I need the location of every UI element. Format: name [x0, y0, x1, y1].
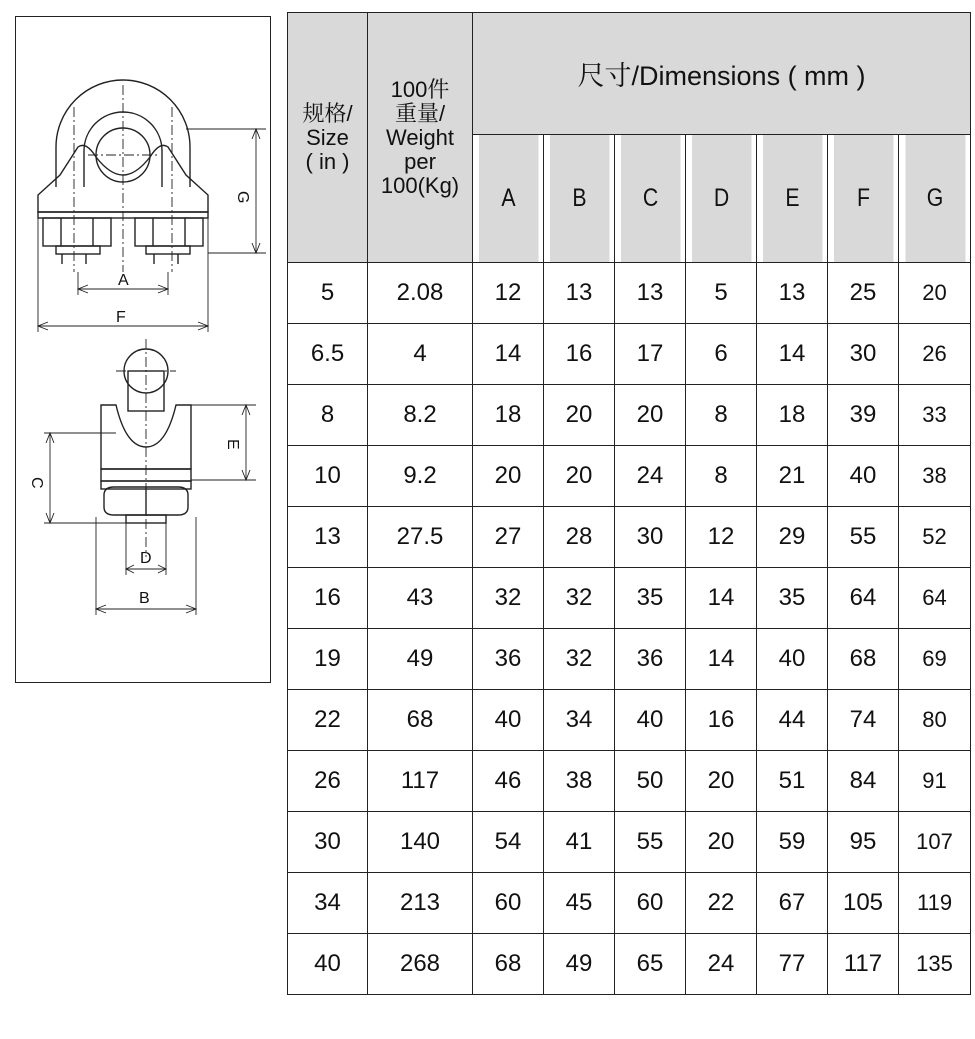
dim-cell-G: 20: [899, 263, 971, 324]
dim-label-B: B: [139, 590, 150, 607]
header-size-line: Size: [306, 124, 349, 150]
dim-cell-G: 80: [899, 690, 971, 751]
dim-cell-A: 68: [473, 934, 544, 995]
weight-cell: 49: [368, 629, 473, 690]
dim-cell-B: 34: [544, 690, 615, 751]
weight-cell: 2.08: [368, 263, 473, 324]
size-cell: 26: [288, 751, 368, 812]
dim-cell-F: 64: [828, 568, 899, 629]
dim-cell-E: 40: [757, 629, 828, 690]
dim-cell-D: 8: [686, 446, 757, 507]
weight-cell: 213: [368, 873, 473, 934]
size-cell: 34: [288, 873, 368, 934]
header-weight-line: 100件: [390, 76, 450, 102]
dim-cell-A: 12: [473, 263, 544, 324]
table-row: [288, 751, 971, 812]
dim-cell-E: 21: [757, 446, 828, 507]
header-size: [288, 13, 368, 263]
dim-cell-D: 20: [686, 812, 757, 873]
dim-cell-B: 16: [544, 324, 615, 385]
dim-cell-C: 40: [615, 690, 686, 751]
dim-cell-E: 29: [757, 507, 828, 568]
dim-cell-E: 35: [757, 568, 828, 629]
dim-cell-E: 44: [757, 690, 828, 751]
dim-cell-D: 20: [686, 751, 757, 812]
weight-cell: 27.5: [368, 507, 473, 568]
header-size-line: 规格/: [302, 100, 353, 126]
dim-cell-C: 36: [615, 629, 686, 690]
dim-cell-A: 14: [473, 324, 544, 385]
dim-cell-A: 40: [473, 690, 544, 751]
table-body: [288, 263, 971, 995]
dim-cell-G: 38: [899, 446, 971, 507]
dim-cell-A: 18: [473, 385, 544, 446]
header-weight-line: Weight: [385, 124, 455, 150]
dim-cell-B: 32: [544, 568, 615, 629]
size-cell: 16: [288, 568, 368, 629]
weight-cell: 8.2: [368, 385, 473, 446]
size-cell: 10: [288, 446, 368, 507]
dim-cell-C: 35: [615, 568, 686, 629]
wire-rope-clip-drawing: [16, 17, 272, 684]
header-weight-line: 重量/: [394, 100, 446, 126]
table-row: [288, 263, 971, 324]
header-dim-F: F: [833, 135, 893, 263]
size-cell: 22: [288, 690, 368, 751]
dim-cell-C: 24: [615, 446, 686, 507]
dim-label-C: C: [28, 477, 45, 489]
dim-cell-D: 12: [686, 507, 757, 568]
dim-cell-C: 60: [615, 873, 686, 934]
dim-cell-D: 14: [686, 629, 757, 690]
dim-cell-F: 40: [828, 446, 899, 507]
dim-cell-G: 33: [899, 385, 971, 446]
dim-cell-F: 30: [828, 324, 899, 385]
header-dim-C: C: [620, 135, 680, 263]
table-row: [288, 446, 971, 507]
dim-cell-F: 25: [828, 263, 899, 324]
dim-cell-E: 13: [757, 263, 828, 324]
dim-cell-B: 49: [544, 934, 615, 995]
dim-cell-B: 20: [544, 385, 615, 446]
dim-cell-C: 17: [615, 324, 686, 385]
dim-cell-A: 54: [473, 812, 544, 873]
dim-cell-G: 119: [899, 873, 971, 934]
dim-cell-F: 39: [828, 385, 899, 446]
dim-cell-D: 16: [686, 690, 757, 751]
dim-cell-D: 22: [686, 873, 757, 934]
dim-cell-B: 41: [544, 812, 615, 873]
dim-cell-F: 105: [828, 873, 899, 934]
dim-cell-E: 59: [757, 812, 828, 873]
table-row: [288, 690, 971, 751]
dim-cell-E: 18: [757, 385, 828, 446]
dim-cell-B: 28: [544, 507, 615, 568]
dim-cell-A: 32: [473, 568, 544, 629]
header-dim-E: E: [762, 135, 822, 263]
dim-cell-D: 6: [686, 324, 757, 385]
dim-cell-F: 95: [828, 812, 899, 873]
dim-cell-G: 52: [899, 507, 971, 568]
dim-cell-E: 51: [757, 751, 828, 812]
table-row: [288, 568, 971, 629]
dim-cell-C: 55: [615, 812, 686, 873]
dim-cell-B: 32: [544, 629, 615, 690]
dim-cell-F: 55: [828, 507, 899, 568]
dim-cell-D: 24: [686, 934, 757, 995]
dim-cell-A: 36: [473, 629, 544, 690]
dim-cell-A: 46: [473, 751, 544, 812]
dim-cell-A: 20: [473, 446, 544, 507]
table-row: [288, 812, 971, 873]
dim-label-F: F: [116, 309, 126, 326]
weight-cell: 68: [368, 690, 473, 751]
table-row: [288, 873, 971, 934]
size-cell: 13: [288, 507, 368, 568]
dim-cell-G: 26: [899, 324, 971, 385]
header-dim-G: G: [904, 135, 965, 263]
dim-cell-E: 77: [757, 934, 828, 995]
dim-cell-D: 5: [686, 263, 757, 324]
weight-cell: 9.2: [368, 446, 473, 507]
dim-cell-C: 20: [615, 385, 686, 446]
header-weight-line: 100(Kg): [380, 172, 460, 198]
dim-cell-G: 64: [899, 568, 971, 629]
dim-label-A: A: [118, 272, 129, 289]
dim-cell-C: 50: [615, 751, 686, 812]
dim-cell-G: 69: [899, 629, 971, 690]
weight-cell: 117: [368, 751, 473, 812]
header-dim-A: A: [478, 135, 538, 263]
dim-cell-E: 14: [757, 324, 828, 385]
dim-cell-B: 38: [544, 751, 615, 812]
dim-cell-D: 14: [686, 568, 757, 629]
weight-cell: 4: [368, 324, 473, 385]
dim-cell-D: 8: [686, 385, 757, 446]
dim-cell-B: 13: [544, 263, 615, 324]
size-cell: 40: [288, 934, 368, 995]
header-dim-D: D: [691, 135, 751, 263]
table-row: [288, 629, 971, 690]
header-weight-line: per: [404, 148, 436, 174]
dim-cell-F: 74: [828, 690, 899, 751]
dimensions-table: [287, 12, 971, 995]
technical-drawing-panel: [15, 16, 271, 683]
header-dim-B: B: [549, 135, 609, 263]
dim-cell-C: 13: [615, 263, 686, 324]
dim-cell-A: 27: [473, 507, 544, 568]
weight-cell: 43: [368, 568, 473, 629]
weight-cell: 140: [368, 812, 473, 873]
size-cell: 6.5: [288, 324, 368, 385]
header-dimensions: 尺寸/Dimensions ( mm ): [473, 13, 971, 135]
table-row: [288, 385, 971, 446]
size-cell: 30: [288, 812, 368, 873]
dim-cell-G: 91: [899, 751, 971, 812]
dim-cell-F: 84: [828, 751, 899, 812]
dim-label-D: D: [140, 550, 152, 567]
size-cell: 19: [288, 629, 368, 690]
dim-cell-F: 117: [828, 934, 899, 995]
dim-label-G: G: [234, 191, 251, 204]
dim-cell-C: 65: [615, 934, 686, 995]
dim-cell-B: 20: [544, 446, 615, 507]
dim-cell-B: 45: [544, 873, 615, 934]
table-row: [288, 507, 971, 568]
dim-cell-G: 135: [899, 934, 971, 995]
header-weight: [368, 13, 473, 263]
table-row: [288, 324, 971, 385]
table-row: [288, 934, 971, 995]
dim-cell-F: 68: [828, 629, 899, 690]
size-cell: 5: [288, 263, 368, 324]
dim-cell-A: 60: [473, 873, 544, 934]
dim-label-E: E: [224, 439, 241, 450]
dim-cell-E: 67: [757, 873, 828, 934]
header-size-line: ( in ): [305, 148, 350, 174]
dim-cell-C: 30: [615, 507, 686, 568]
dim-cell-G: 107: [899, 812, 971, 873]
size-cell: 8: [288, 385, 368, 446]
weight-cell: 268: [368, 934, 473, 995]
